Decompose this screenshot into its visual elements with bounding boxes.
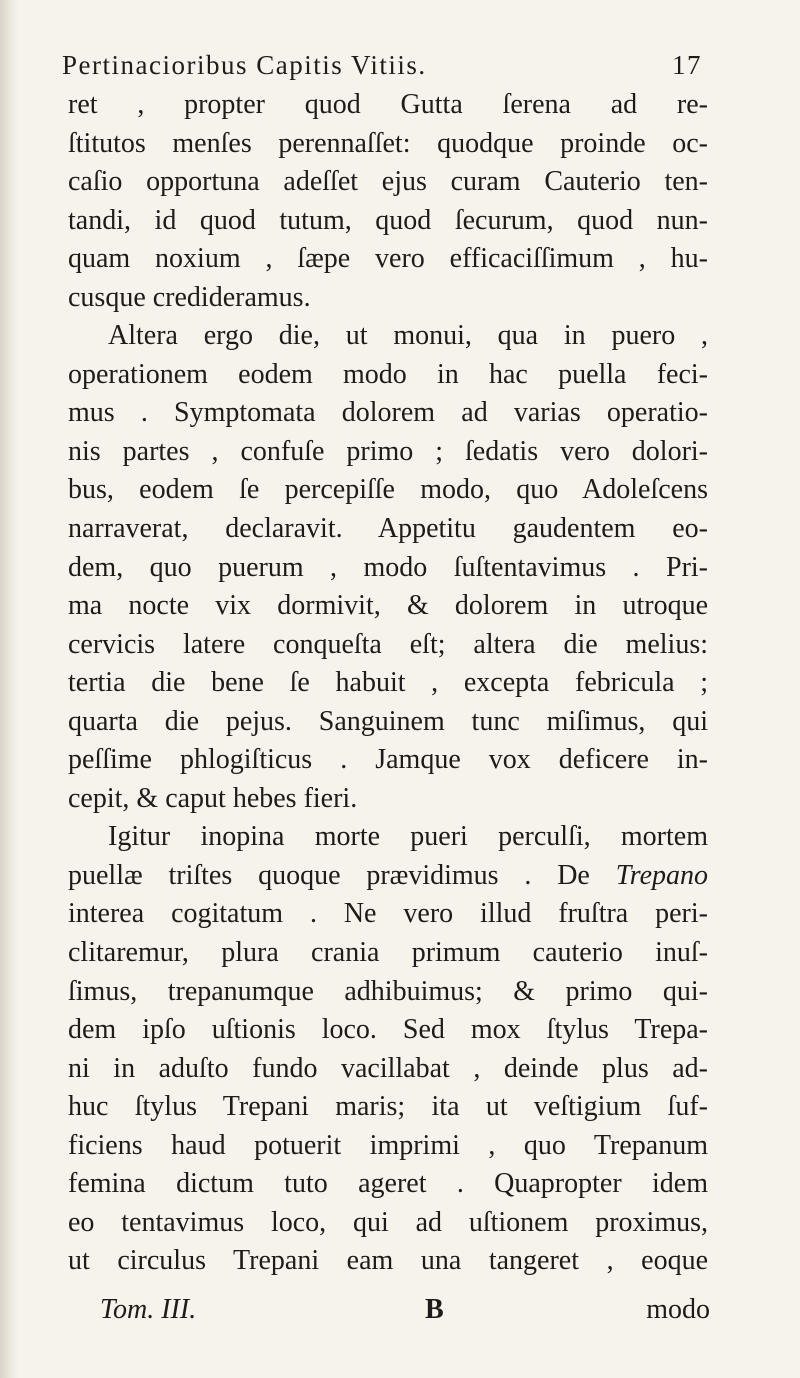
text-line: Altera ergo die, ut monui, qua in puero , [108,320,708,352]
text-line: cusque credideramus. [68,281,311,313]
text-line: interea cogitatum . Ne vero illud fruſtra peri- [68,898,708,930]
text-line: femina dictum tuto ageret . Quapropter idem [68,1168,708,1200]
body-text [68,86,708,1281]
text-line: cervicis latere conqueſta eſt; altera die melius: [68,628,708,660]
text-line: ut circulus Trepani eam una tangeret , eoque [68,1245,708,1277]
text-line [68,857,708,896]
text-line: ma nocte vix dormivit, & dolorem in utroque [68,590,708,622]
running-header [62,50,702,90]
text-line: nis partes , confuſe primo ; ſedatis vero dolori- [68,435,708,467]
text-line: ficiens haud potuerit imprimi , quo Trepanum [68,1129,708,1161]
text-line: operationem eodem modo in hac puella feci- [68,358,708,390]
binding-shadow [0,0,18,1378]
page-footer [100,1294,710,1334]
text-line: tandi, id quod tutum, quod ſecurum, quod nun- [68,204,708,236]
catchword: modo [646,1294,710,1325]
page-number: 17 [672,50,702,80]
text-line: mus . Symptomata dolorem ad varias operatio- [68,397,708,429]
italic-term: Trepano [615,859,708,891]
volume-mark: Tom. III. [100,1294,197,1325]
text-line: quarta die pejus. Sanguinem tunc miſimus, qui [68,705,708,737]
text-line: ret , propter quod Gutta ſerena ad re- [68,89,708,120]
text-line: caſio opportuna adeſſet ejus curam Cauterio ten- [68,166,708,198]
text-line: narraverat, declaravit. Appetitu gaudentem eo- [68,513,708,545]
text-line: eo tentavimus loco, qui ad uſtionem proximus, [68,1206,708,1238]
text-line: huc ſtylus Trepani maris; ita ut veſtigium ſuf- [68,1091,708,1123]
text-line: quam noxium , ſæpe vero efficaciſſimum , hu- [68,243,708,275]
text-line: clitaremur, plura crania primum cauterio inuſ- [68,937,708,969]
text-line: tertia die bene ſe habuit , excepta febricula ; [68,667,708,699]
text-line: ſimus, trepanumque adhibuimus; & primo qui- [68,975,708,1007]
text-line: dem, quo puerum , modo ſuſtentavimus . Pri- [68,551,708,583]
text-line: ſtitutos menſes perennaſſet: quodque proinde oc- [68,127,708,159]
running-title: Pertinacioribus Capitis Vitiis. [62,50,427,80]
text-line: Igitur inopina morte pueri perculſi, mortem [108,821,708,853]
text-line: peſſime phlogiſticus . Jamque vox deficere in- [68,744,708,776]
text-line: cepit, & caput hebes fieri. [68,782,358,814]
signature-mark: B [425,1294,444,1325]
text-segment: puellæ triſtes quoque prævidimus . De [68,859,616,891]
text-line: dem ipſo uſtionis loco. Sed mox ſtylus Trepa- [68,1014,708,1046]
text-line: ni in aduſto fundo vacillabat , deinde plus ad- [68,1052,708,1084]
text-line: bus, eodem ſe percepiſſe modo, quo Adoleſcens [68,474,708,506]
